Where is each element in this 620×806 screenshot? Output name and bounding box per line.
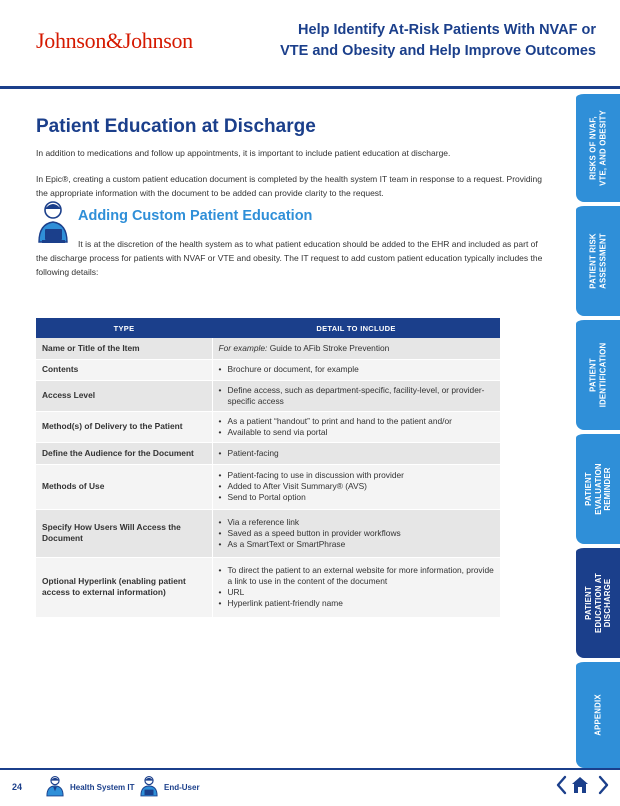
row-detail xyxy=(212,411,500,442)
table-row xyxy=(36,338,500,359)
row-type: Specify How Users Will Access the Document xyxy=(36,509,212,557)
end-user-icon xyxy=(140,775,158,797)
page-title: Patient Education at Discharge xyxy=(36,116,316,137)
health-system-it-icon xyxy=(46,775,64,797)
row-type: Contents xyxy=(36,359,212,380)
detail-bullet: • Hyperlink patient-friendly name xyxy=(219,598,495,609)
row-detail xyxy=(212,442,500,464)
row-type: Access Level xyxy=(36,380,212,411)
row-detail xyxy=(212,380,500,411)
brand-logo: Johnson&Johnson xyxy=(36,28,193,53)
header-divider xyxy=(0,86,620,89)
section-title: Adding Custom Patient Education xyxy=(78,208,313,224)
row-detail xyxy=(212,509,500,557)
tab-label: APPENDIX xyxy=(593,694,603,736)
row-type: Methods of Use xyxy=(36,464,212,509)
page-header xyxy=(0,0,620,88)
table-row xyxy=(36,557,500,617)
chevron-right-icon[interactable] xyxy=(596,773,612,797)
detail-bullet: • Brochure or document, for example xyxy=(219,364,495,375)
column-header-detail: DETAIL TO INCLUDE xyxy=(212,318,500,338)
page-number: 24 xyxy=(12,782,23,792)
detail-bullet: • Available to send via portal xyxy=(219,427,495,438)
section-paragraph: It is at the discretion of the health system as to what patient education should be added to the EHR and included as part of the discharge process for patients with NVAF or VTE and obesity. The IT request to add custom patient education typically includes the following details: xyxy=(36,239,543,277)
table-row xyxy=(36,464,500,509)
tab-patient-identification[interactable] xyxy=(576,316,620,430)
row-type: Define the Audience for the Document xyxy=(36,442,212,464)
detail-bullet: • Added to After Visit Summary® (AVS) xyxy=(219,481,495,492)
tab-label: PATIENT EVALUATION REMINDER xyxy=(583,463,612,515)
tab-label: RISKS OF NVAF, VTE, AND OBESITY xyxy=(588,110,607,186)
tab-risk-assessment[interactable] xyxy=(576,202,620,316)
row-type: Name or Title of the Item xyxy=(36,338,212,359)
home-icon[interactable] xyxy=(571,776,589,794)
row-detail xyxy=(212,359,500,380)
row-detail xyxy=(212,557,500,617)
detail-bullet: • As a patient “handout” to print and hand to the patient and/or xyxy=(219,416,495,427)
detail-bullet: • Define access, such as department-specific, facility-level, or provider-specific access xyxy=(219,385,495,407)
row-type: Method(s) of Delivery to the Patient xyxy=(36,411,212,442)
tab-education-at-discharge[interactable] xyxy=(576,544,620,658)
legend-health-system-it: Health System IT xyxy=(70,783,135,792)
example-text: Guide to AFib Stroke Prevention xyxy=(267,342,390,353)
tab-appendix[interactable] xyxy=(576,658,620,768)
column-header-type: TYPE xyxy=(36,318,212,338)
row-detail xyxy=(212,464,500,509)
footer-divider xyxy=(0,768,620,770)
table-row xyxy=(36,380,500,411)
detail-bullet: • Saved as a speed button in provider workflows xyxy=(219,528,495,539)
table-row xyxy=(36,411,500,442)
detail-bullet: • Via a reference link xyxy=(219,517,495,528)
detail-bullet: • Patient-facing xyxy=(219,448,495,459)
row-type: Optional Hyperlink (enabling patient access to external information) xyxy=(36,557,212,617)
detail-bullet: • To direct the patient to an external website for more information, provide a link to use in the content of the document xyxy=(219,565,495,587)
table-row xyxy=(36,509,500,557)
tab-label: PATIENT EDUCATION AT DISCHARGE xyxy=(583,573,612,633)
table-row xyxy=(36,442,500,464)
document-title: Help Identify At-Risk Patients With NVAF or VTE and Obesity and Help Improve Outcomes xyxy=(280,22,596,59)
example-label: For example: xyxy=(218,342,268,353)
detail-bullet: • Send to Portal option xyxy=(219,492,495,503)
detail-bullet: • As a SmartText or SmartPhrase xyxy=(219,539,495,550)
tab-evaluation-reminder[interactable] xyxy=(576,430,620,544)
legend-end-user: End-User xyxy=(164,783,200,792)
intro-paragraph-1: In addition to medications and follow up appointments, it is important to include patient education at discharge. xyxy=(36,148,451,158)
table-header-row xyxy=(36,318,500,338)
tab-label: PATIENT RISK ASSESSMENT xyxy=(588,233,607,289)
detail-bullet: • Patient-facing to use in discussion with provider xyxy=(219,470,495,481)
tab-label: PATIENT IDENTIFICATION xyxy=(588,342,607,408)
chevron-left-icon[interactable] xyxy=(553,773,569,797)
table-row xyxy=(36,359,500,380)
details-table xyxy=(36,318,500,618)
row-detail xyxy=(212,338,500,359)
detail-bullet: • URL xyxy=(219,587,495,598)
tab-risks[interactable] xyxy=(576,90,620,202)
intro-paragraph-2: In Epic®, creating a custom patient education document is completed by the health system IT team in response to a request. Providing the appropriate information with the document to be added can provide clarity to the request. xyxy=(36,174,542,198)
